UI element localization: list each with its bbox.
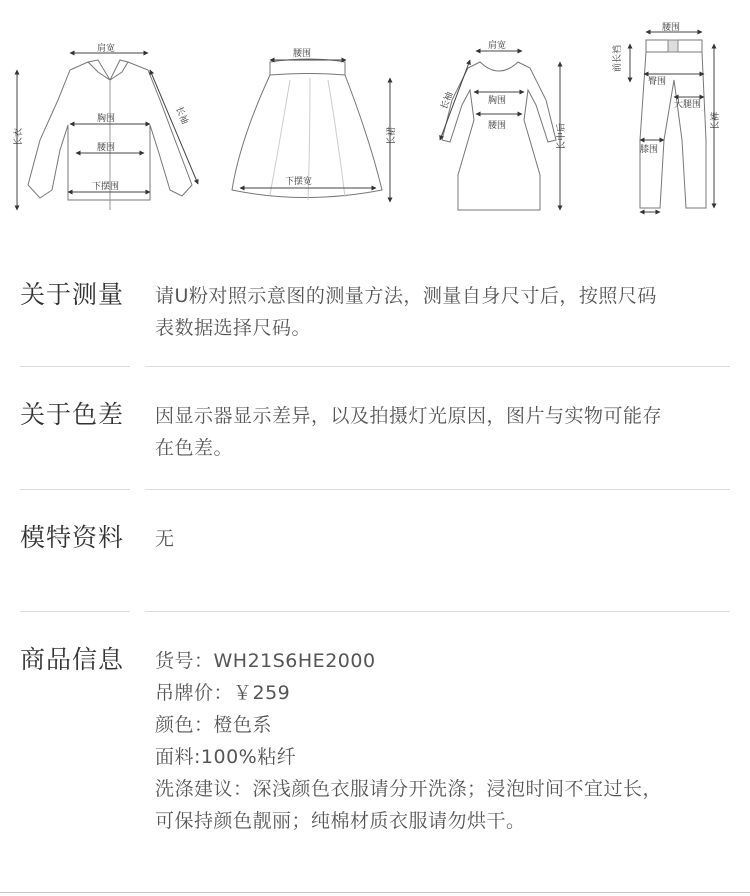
shirt-length-label: 长衣: [14, 127, 24, 146]
divider: [145, 611, 730, 612]
pants-thigh-label: 大腿围: [674, 100, 702, 110]
divider: [145, 366, 730, 367]
section-title: 关于色差: [20, 400, 125, 429]
pants-diagram: [611, 22, 721, 212]
shirt-diagram: [12, 42, 198, 210]
product-washing-cont: 可保持颜色靓丽；纯棉材质衣服请勿烘干。: [155, 810, 526, 832]
section-line: 在色差。: [155, 437, 234, 459]
pants-knee-label: 膝围: [640, 145, 659, 155]
section-line: 表数据选择尺码。: [155, 317, 312, 339]
product-fabric: 面料:100%粘纤: [155, 746, 297, 768]
shirt-hem-label: 下摆围: [92, 182, 120, 192]
dress-length-label: 长中后: [557, 122, 567, 150]
skirt-diagram: [232, 48, 397, 202]
product-washing: 洗涤建议：深浅颜色衣服请分开洗涤；浸泡时间不宜过长，: [155, 778, 663, 800]
shirt-shoulder-label: 肩宽: [97, 44, 116, 54]
dress-waist-label: 腰围: [488, 121, 507, 131]
section-title: 关于测量: [20, 280, 125, 309]
dress-chest-label: 胸围: [488, 96, 507, 106]
dress-shoulder-label: 肩宽: [488, 41, 507, 51]
section-title: 商品信息: [20, 645, 125, 674]
pants-waist-label: 腰围: [662, 23, 681, 33]
product-sku: 货号：WH21S6HE2000: [155, 650, 376, 672]
shirt-waist-label: 腰围: [97, 143, 116, 153]
skirt-hem-label: 下摆宽: [285, 177, 313, 187]
pants-length-label: 长裤: [711, 111, 721, 130]
shirt-chest-label: 胸围: [97, 114, 116, 124]
section-line: 无: [155, 528, 175, 550]
divider: [145, 489, 730, 490]
measurement-diagrams: [0, 0, 750, 230]
divider: [20, 489, 130, 490]
dress-sleeve-label: 长袖: [439, 90, 456, 112]
section-body: [155, 400, 735, 464]
skirt-waist-label: 腰围: [293, 49, 312, 59]
dress-diagram: [438, 39, 567, 210]
skirt-length-label: 长裙: [387, 126, 397, 145]
pants-rise-label: 前长裆: [613, 44, 623, 72]
shirt-sleeve-label: 长袖: [173, 105, 190, 126]
section-title: 模特资料: [20, 523, 125, 552]
section-body: [155, 645, 735, 837]
section-body: [155, 523, 735, 555]
product-price: 吊牌价：￥259: [155, 682, 291, 704]
divider: [20, 366, 130, 367]
divider: [20, 611, 130, 612]
section-line: 请U粉对照示意图的测量方法，测量自身尺寸后，按照尺码: [155, 285, 657, 307]
section-line: 因显示器显示差异，以及拍摄灯光原因，图片与实物可能存: [155, 405, 663, 427]
product-color: 颜色：橙色系: [155, 714, 273, 736]
pants-hip-label: 臀围: [648, 77, 667, 87]
section-body: [155, 280, 735, 344]
bottom-border: [0, 892, 750, 893]
